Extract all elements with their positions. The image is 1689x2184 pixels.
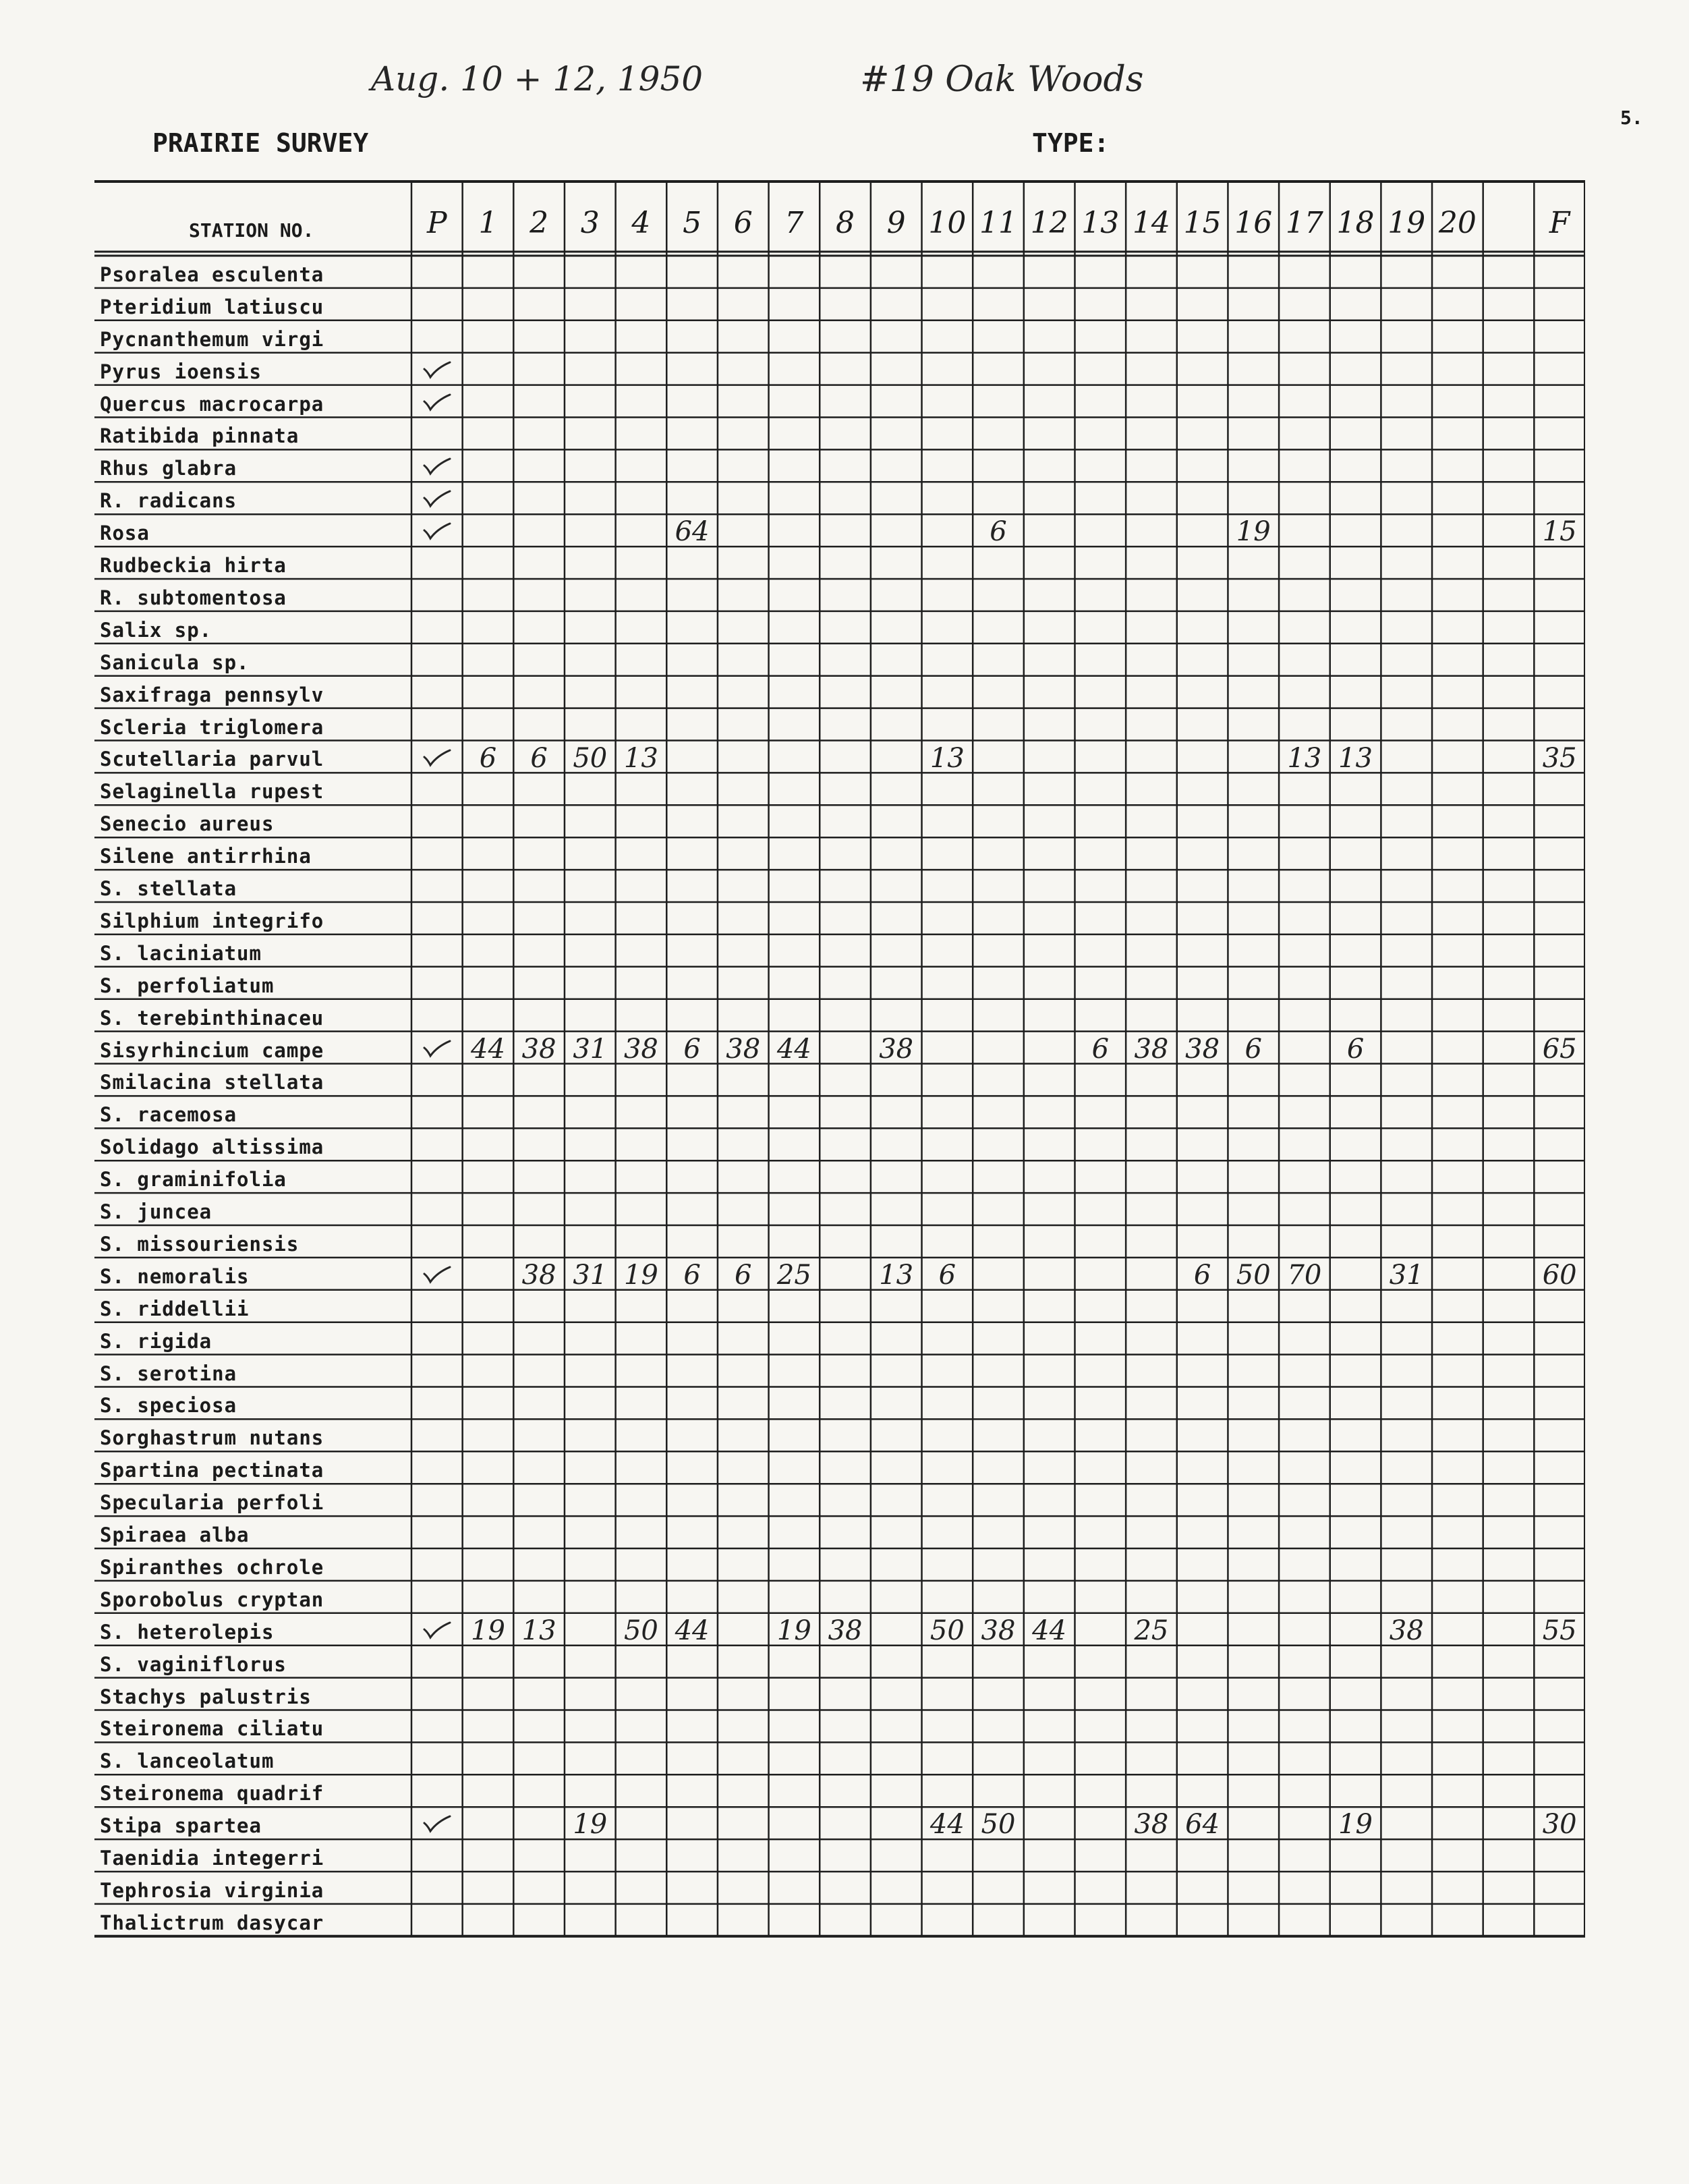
species-name: S. stellata	[100, 877, 237, 900]
station-value: 50	[623, 1615, 658, 1646]
species-name: S. vaginiflorus	[100, 1652, 287, 1676]
species-name: Taenidia integerri	[100, 1847, 324, 1870]
column-header-10: 10	[928, 206, 967, 240]
species-name: Stachys palustris	[100, 1685, 312, 1708]
species-name: R. subtomentosa	[100, 586, 287, 609]
species-name: Steironema ciliatu	[100, 1717, 324, 1741]
species-name: Senecio aureus	[100, 812, 275, 836]
species-name: Spiraea alba	[100, 1523, 250, 1546]
species-name: S. heterolepis	[100, 1620, 275, 1644]
station-value: 64	[1185, 1809, 1220, 1841]
species-name: Selaginella rupest	[100, 780, 324, 804]
station-value: 38	[1185, 1033, 1220, 1065]
species-name: Stipa spartea	[100, 1814, 262, 1838]
station-value: 38	[1134, 1033, 1169, 1065]
station-number-header: STATION NO.	[189, 219, 314, 242]
column-header-3: 3	[580, 206, 600, 240]
station-value: 6	[479, 742, 497, 774]
station-value: 44	[776, 1033, 811, 1065]
station-value: 6	[990, 516, 1007, 548]
station-value: 38	[981, 1615, 1016, 1646]
presence-check-icon	[422, 488, 452, 509]
station-value: 19	[776, 1615, 811, 1646]
column-header-4: 4	[631, 206, 651, 240]
station-value: 44	[471, 1033, 505, 1065]
station-value: 50	[573, 742, 608, 774]
column-header-20: 20	[1438, 206, 1477, 240]
station-value: 6	[735, 1259, 752, 1291]
species-name: S. lanceolatum	[100, 1749, 275, 1773]
species-name: S. perfoliatum	[100, 974, 275, 997]
species-name: Pyrus ioensis	[100, 360, 262, 383]
station-value: 13	[1287, 742, 1322, 774]
station-value: 38	[726, 1033, 761, 1065]
species-name: Pteridium latiuscu	[100, 295, 324, 318]
station-value: 25	[1134, 1615, 1169, 1646]
station-value: 44	[1032, 1615, 1067, 1646]
species-name: Rosa	[100, 522, 150, 545]
station-value: 6	[1193, 1259, 1211, 1291]
presence-check-icon	[422, 1814, 452, 1834]
station-value: 19	[1236, 516, 1271, 548]
column-header-11: 11	[979, 206, 1017, 240]
species-name: S. speciosa	[100, 1394, 237, 1418]
presence-check-icon	[422, 748, 452, 768]
station-value: 38	[521, 1033, 556, 1065]
column-header-19: 19	[1387, 206, 1426, 240]
species-name: Rhus glabra	[100, 457, 237, 480]
species-name: Ratibida pinnata	[100, 424, 299, 448]
survey-title: PRAIRIE SURVEY	[152, 128, 369, 158]
species-name: Silphium integrifo	[100, 909, 324, 932]
station-value: 25	[776, 1259, 811, 1291]
column-header-17: 17	[1285, 206, 1323, 240]
station-value: 13	[521, 1615, 556, 1646]
species-name: S. juncea	[100, 1200, 212, 1223]
column-header-12: 12	[1030, 206, 1068, 240]
species-name: S. rigida	[100, 1329, 212, 1353]
station-value: 70	[1287, 1259, 1322, 1291]
species-name: S. laciniatum	[100, 941, 262, 965]
species-name: Steironema quadrif	[100, 1782, 324, 1805]
species-name: Salix sp.	[100, 618, 212, 642]
station-value: 6	[1244, 1033, 1262, 1065]
species-name: Spiranthes ochrole	[100, 1555, 324, 1579]
species-name: Rudbeckia hirta	[100, 554, 287, 577]
survey-date: Aug. 10 + 12, 1950	[371, 59, 704, 99]
station-value: 13	[879, 1259, 914, 1291]
species-name: Scutellaria parvul	[100, 748, 324, 771]
presence-check-icon	[422, 392, 452, 412]
species-name: S. racemosa	[100, 1103, 237, 1127]
species-name: Spartina pectinata	[100, 1459, 324, 1482]
species-name: Tephrosia virginia	[100, 1878, 324, 1902]
column-header-1: 1	[478, 206, 498, 240]
presence-check-icon	[422, 360, 452, 380]
station-value: 6	[1091, 1033, 1110, 1065]
species-name: S. nemoralis	[100, 1264, 250, 1288]
presence-check-icon	[422, 1620, 452, 1640]
station-value: 38	[879, 1033, 914, 1065]
station-value: 65	[1542, 1033, 1577, 1065]
column-header-2: 2	[529, 206, 549, 240]
station-value: 31	[573, 1259, 608, 1291]
station-value: 6	[938, 1259, 956, 1291]
species-name: Pycnanthemum virgi	[100, 327, 324, 351]
station-value: 38	[1134, 1809, 1169, 1841]
station-value: 38	[1389, 1615, 1424, 1646]
station-value: 31	[573, 1033, 608, 1065]
species-name: Silene antirrhina	[100, 845, 312, 868]
species-name: Thalictrum dasycar	[100, 1911, 324, 1934]
station-value: 13	[623, 742, 658, 774]
site-name: #19 Oak Woods	[860, 59, 1144, 100]
station-value: 19	[623, 1259, 658, 1291]
station-value: 44	[929, 1809, 965, 1841]
column-header-f: F	[1549, 206, 1570, 240]
table-grid-lines	[94, 179, 1585, 2031]
station-value: 6	[530, 742, 548, 774]
species-name: Specularia perfoli	[100, 1491, 324, 1515]
station-value: 19	[573, 1809, 608, 1841]
column-header-18: 18	[1336, 206, 1375, 240]
species-name: Sorghastrum nutans	[100, 1426, 324, 1450]
species-name: S. terebinthinaceu	[100, 1006, 324, 1030]
station-value: 35	[1542, 742, 1577, 774]
station-value: 38	[828, 1615, 863, 1646]
type-label: TYPE:	[1032, 128, 1110, 158]
station-value: 60	[1542, 1259, 1577, 1291]
presence-check-icon	[422, 1038, 452, 1059]
station-value: 30	[1542, 1809, 1577, 1841]
column-header-8: 8	[836, 206, 855, 240]
presence-check-icon	[422, 521, 452, 541]
station-value: 13	[929, 742, 965, 774]
station-value: 13	[1338, 742, 1373, 774]
station-value: 38	[521, 1259, 556, 1291]
station-value: 19	[471, 1615, 505, 1646]
column-header-16: 16	[1234, 206, 1273, 240]
station-value: 50	[1236, 1259, 1271, 1291]
species-name: Sanicula sp.	[100, 650, 250, 674]
column-header-p: P	[427, 206, 447, 240]
species-name: Smilacina stellata	[100, 1071, 324, 1094]
station-value: 50	[981, 1809, 1016, 1841]
species-name: Psoralea esculenta	[100, 262, 324, 286]
station-value: 6	[683, 1033, 701, 1065]
station-value: 15	[1542, 516, 1577, 548]
station-value: 64	[675, 516, 710, 548]
species-name: Quercus macrocarpa	[100, 392, 324, 416]
species-name: S. missouriensis	[100, 1232, 299, 1256]
station-value: 38	[623, 1033, 658, 1065]
column-header-5: 5	[683, 206, 702, 240]
species-name: S. serotina	[100, 1362, 237, 1385]
column-header-15: 15	[1183, 206, 1222, 240]
species-name: Scleria triglomera	[100, 715, 324, 739]
station-value: 44	[675, 1615, 710, 1646]
column-header-13: 13	[1081, 206, 1120, 240]
presence-check-icon	[422, 456, 452, 476]
species-name: S. graminifolia	[100, 1168, 287, 1192]
species-name: Solidago altissima	[100, 1136, 324, 1159]
species-name: Sporobolus cryptan	[100, 1588, 324, 1611]
species-name: Saxifraga pennsylv	[100, 683, 324, 706]
column-header-7: 7	[784, 206, 804, 240]
station-value: 31	[1389, 1259, 1424, 1291]
presence-check-icon	[422, 1264, 452, 1285]
survey-table	[94, 179, 1585, 2031]
page-number: 5.	[1620, 107, 1643, 129]
station-value: 50	[929, 1615, 965, 1646]
species-name: S. riddellii	[100, 1297, 250, 1320]
station-value: 6	[683, 1259, 701, 1291]
station-value: 6	[1346, 1033, 1365, 1065]
station-value: 55	[1542, 1615, 1577, 1646]
column-header-9: 9	[886, 206, 906, 240]
species-name: R. radicans	[100, 489, 237, 513]
species-name: Sisyrhincium campe	[100, 1038, 324, 1062]
column-header-6: 6	[733, 206, 753, 240]
station-value: 19	[1338, 1809, 1373, 1841]
column-header-14: 14	[1132, 206, 1170, 240]
